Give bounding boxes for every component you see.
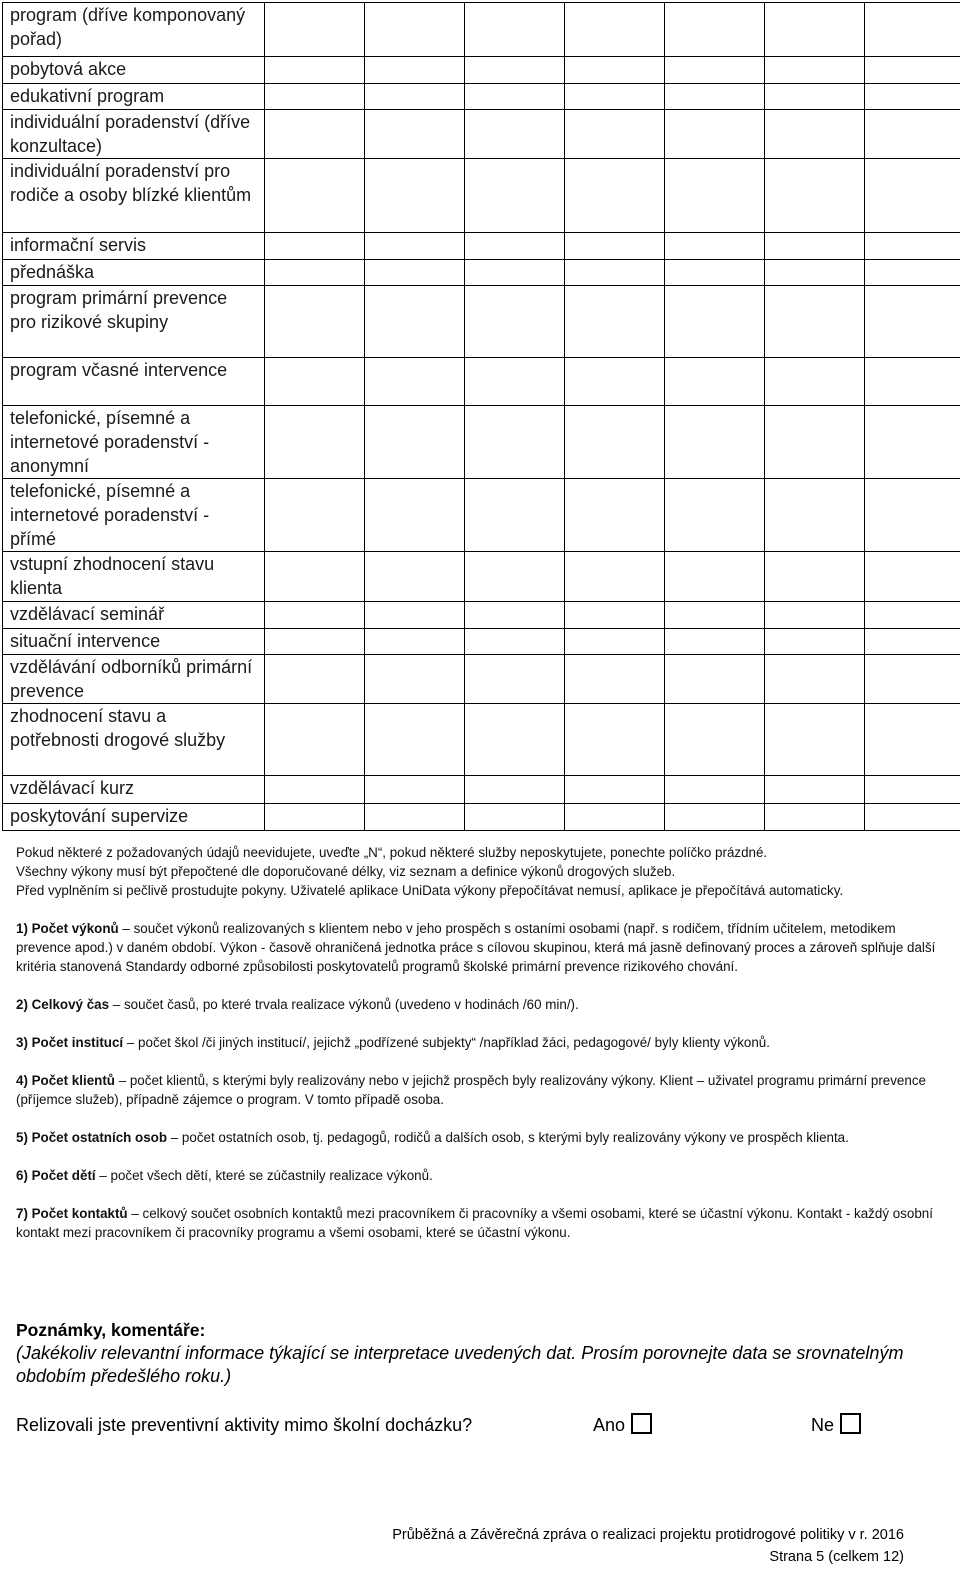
value-cell[interactable]: [265, 159, 365, 233]
row-label: pobytová akce: [3, 57, 265, 84]
value-cell[interactable]: [765, 233, 865, 260]
definition-text: – celkový součet osobních kontaktů mezi pracovníkem či pracovníky a všemi osobami, které se účastní výkonu. Kontakt - každý osobní kontakt mezi pracovníkem či pracovníky programu a všemi osobami, které se účastní výkonu.: [16, 1206, 933, 1240]
table-row: [3, 233, 960, 260]
footer-title: Průběžná a Závěrečná zpráva o realizaci projektu protidrogové politiky v r. 2016: [392, 1527, 904, 1543]
table-row: [3, 602, 960, 629]
value-cell[interactable]: [465, 159, 565, 233]
value-cell[interactable]: [565, 3, 665, 57]
value-cell[interactable]: [465, 479, 565, 552]
row-label: individuální poradenství (dříve konzultace): [3, 110, 265, 159]
value-cell[interactable]: [265, 57, 365, 84]
value-cell[interactable]: [765, 3, 865, 57]
value-cell[interactable]: [265, 655, 365, 704]
value-cell[interactable]: [765, 804, 865, 831]
value-cell[interactable]: [365, 358, 465, 406]
value-cell[interactable]: [665, 286, 765, 358]
table-row: [3, 804, 960, 831]
definition-text: – počet všech dětí, které se zúčastnily realizace výkonů.: [95, 1168, 433, 1183]
value-cell[interactable]: [765, 84, 865, 110]
row-label: informační servis: [3, 233, 265, 260]
value-cell[interactable]: [365, 406, 465, 479]
value-cell[interactable]: [665, 776, 765, 804]
option-yes-label: Ano: [593, 1415, 626, 1435]
value-cell[interactable]: [665, 602, 765, 629]
value-cell[interactable]: [465, 57, 565, 84]
value-cell[interactable]: [465, 776, 565, 804]
value-cell[interactable]: [565, 655, 665, 704]
instruction-intro-2: Všechny výkony musí být přepočtené dle doporučované délky, viz seznam a definice výkonů drogových služeb.: [16, 864, 676, 879]
row-label: vzdělávání odborníků primární prevence: [3, 655, 265, 704]
row-label: přednáška: [3, 260, 265, 286]
value-cell[interactable]: [565, 629, 665, 655]
value-cell[interactable]: [465, 552, 565, 602]
row-label: edukativní program: [3, 84, 265, 110]
definition-item: [16, 919, 940, 976]
value-cell[interactable]: [265, 260, 365, 286]
value-cell[interactable]: [665, 804, 765, 831]
value-cell[interactable]: [265, 84, 365, 110]
value-cell[interactable]: [765, 552, 865, 602]
services-table: [2, 2, 960, 831]
definition-text: – počet škol /či jiných institucí/, jejichž „podřízené subjekty“ /například žáci, pedagogové/ byly klienty výkonů.: [123, 1035, 770, 1050]
value-cell[interactable]: [465, 704, 565, 776]
value-cell[interactable]: [765, 159, 865, 233]
value-cell[interactable]: [565, 552, 665, 602]
value-cell[interactable]: [765, 110, 865, 159]
page-number: Strana 5 (celkem 12): [769, 1549, 904, 1565]
table-row: [3, 84, 960, 110]
value-cell[interactable]: [865, 57, 960, 84]
value-cell[interactable]: [665, 406, 765, 479]
value-cell[interactable]: [365, 552, 465, 602]
value-cell[interactable]: [365, 57, 465, 84]
value-cell[interactable]: [365, 602, 465, 629]
table-row: [3, 110, 960, 159]
value-cell[interactable]: [765, 704, 865, 776]
comments-hint: (Jakékoliv relevantní informace týkající se interpretace uvedených dat. Prosím porovnejte data se srovnatelným obdobím předešlého roku.): [16, 1343, 904, 1386]
value-cell[interactable]: [365, 159, 465, 233]
value-cell[interactable]: [865, 552, 960, 602]
value-cell[interactable]: [765, 776, 865, 804]
definition-item: [16, 995, 940, 1014]
page-footer: [392, 1524, 904, 1568]
definition-term: 6) Počet dětí: [16, 1168, 96, 1183]
row-label: vzdělávací seminář: [3, 602, 265, 629]
value-cell[interactable]: [765, 406, 865, 479]
value-cell[interactable]: [265, 552, 365, 602]
value-cell[interactable]: [465, 358, 565, 406]
value-cell[interactable]: [265, 602, 365, 629]
value-cell[interactable]: [465, 286, 565, 358]
row-label: zhodnocení stavu a potřebnosti drogové služby: [3, 704, 265, 776]
value-cell[interactable]: [465, 84, 565, 110]
value-cell[interactable]: [365, 84, 465, 110]
table-row: [3, 260, 960, 286]
value-cell[interactable]: [665, 358, 765, 406]
option-no-label: Ne: [811, 1415, 835, 1435]
value-cell[interactable]: [365, 629, 465, 655]
comments-title: Poznámky, komentáře:: [16, 1320, 206, 1340]
definition-text: – součet časů, po které trvala realizace výkonů (uvedeno v hodinách /60 min/).: [109, 997, 579, 1012]
value-cell[interactable]: [565, 406, 665, 479]
value-cell[interactable]: [765, 655, 865, 704]
definitions-list: [16, 919, 940, 1242]
definition-term: 4) Počet klientů: [16, 1073, 115, 1088]
value-cell[interactable]: [865, 629, 960, 655]
value-cell[interactable]: [565, 776, 665, 804]
instruction-intro-1: Pokud některé z požadovaných údajů neevidujete, uveďte „N“, pokud některé služby neposkytujete, ponechte políčko prázdné.: [16, 845, 768, 860]
table-row: [3, 704, 960, 776]
row-label: poskytování supervize: [3, 804, 265, 831]
value-cell[interactable]: [665, 704, 765, 776]
checkbox-yes[interactable]: [631, 1413, 652, 1434]
value-cell[interactable]: [465, 406, 565, 479]
definition-term: 1) Počet výkonů: [16, 921, 119, 936]
table-row: [3, 552, 960, 602]
definition-item: [16, 1071, 940, 1109]
value-cell[interactable]: [465, 602, 565, 629]
value-cell[interactable]: [865, 233, 960, 260]
value-cell[interactable]: [365, 110, 465, 159]
instructions: [16, 843, 940, 1242]
checkbox-no[interactable]: [840, 1413, 861, 1434]
definition-term: 3) Počet institucí: [16, 1035, 124, 1050]
definition-term: 2) Celkový čas: [16, 997, 110, 1012]
row-label: program včasné intervence: [3, 358, 265, 406]
value-cell[interactable]: [765, 629, 865, 655]
value-cell[interactable]: [565, 233, 665, 260]
table-row: [3, 406, 960, 479]
value-cell[interactable]: [265, 406, 365, 479]
definition-text: – počet klientů, s kterými byly realizovány nebo v jejichž prospěch byly realizovány výkony. Klient – uživatel programu primární prevence (příjemce služeb), případně zájemce o program. V tomto případě osoba.: [16, 1073, 926, 1107]
value-cell[interactable]: [565, 57, 665, 84]
value-cell[interactable]: [665, 260, 765, 286]
row-label: program primární prevence pro rizikové skupiny: [3, 286, 265, 358]
value-cell[interactable]: [765, 479, 865, 552]
table-row: [3, 57, 960, 84]
value-cell[interactable]: [365, 286, 465, 358]
value-cell[interactable]: [365, 804, 465, 831]
value-cell[interactable]: [465, 629, 565, 655]
value-cell[interactable]: [865, 3, 960, 57]
value-cell[interactable]: [265, 358, 365, 406]
row-label: vzdělávací kurz: [3, 776, 265, 804]
value-cell[interactable]: [365, 3, 465, 57]
row-label: program (dříve komponovaný pořad): [3, 3, 265, 57]
value-cell[interactable]: [265, 804, 365, 831]
value-cell[interactable]: [765, 358, 865, 406]
value-cell[interactable]: [765, 57, 865, 84]
value-cell[interactable]: [865, 84, 960, 110]
value-cell[interactable]: [765, 602, 865, 629]
definition-item: [16, 1033, 940, 1052]
value-cell[interactable]: [365, 655, 465, 704]
value-cell[interactable]: [265, 3, 365, 57]
value-cell[interactable]: [665, 655, 765, 704]
value-cell[interactable]: [865, 110, 960, 159]
row-label: telefonické, písemné a internetové poradenství - anonymní: [3, 406, 265, 479]
table-row: [3, 3, 960, 57]
value-cell[interactable]: [665, 57, 765, 84]
value-cell[interactable]: [265, 704, 365, 776]
value-cell[interactable]: [265, 286, 365, 358]
row-label: individuální poradenství pro rodiče a osoby blízké klientům: [3, 159, 265, 233]
value-cell[interactable]: [865, 655, 960, 704]
value-cell[interactable]: [565, 159, 665, 233]
table-row: [3, 776, 960, 804]
services-table-body: [3, 3, 960, 831]
value-cell[interactable]: [265, 629, 365, 655]
value-cell[interactable]: [565, 804, 665, 831]
value-cell[interactable]: [765, 260, 865, 286]
value-cell[interactable]: [565, 602, 665, 629]
value-cell[interactable]: [365, 479, 465, 552]
value-cell[interactable]: [665, 84, 765, 110]
option-yes[interactable]: [593, 1413, 652, 1437]
definition-item: [16, 1204, 940, 1242]
value-cell[interactable]: [665, 110, 765, 159]
value-cell[interactable]: [665, 159, 765, 233]
comments-section: [16, 1318, 936, 1388]
row-label: situační intervence: [3, 629, 265, 655]
value-cell[interactable]: [665, 629, 765, 655]
value-cell[interactable]: [865, 804, 960, 831]
table-row: [3, 629, 960, 655]
option-no[interactable]: [811, 1413, 861, 1437]
value-cell[interactable]: [865, 358, 960, 406]
definition-term: 5) Počet ostatních osob: [16, 1130, 168, 1145]
definition-item: [16, 1166, 940, 1185]
value-cell[interactable]: [665, 479, 765, 552]
value-cell[interactable]: [865, 286, 960, 358]
value-cell[interactable]: [465, 804, 565, 831]
definition-item: [16, 1128, 940, 1147]
value-cell[interactable]: [365, 260, 465, 286]
value-cell[interactable]: [365, 776, 465, 804]
value-cell[interactable]: [565, 286, 665, 358]
value-cell[interactable]: [365, 233, 465, 260]
value-cell[interactable]: [565, 260, 665, 286]
value-cell[interactable]: [865, 479, 960, 552]
definition-text: – počet ostatních osob, tj. pedagogů, rodičů a dalších osob, s kterými byly realizovány výkony ve prospěch klienta.: [167, 1130, 849, 1145]
value-cell[interactable]: [565, 358, 665, 406]
outside-school-question: [16, 1413, 936, 1439]
value-cell[interactable]: [265, 110, 365, 159]
row-label: telefonické, písemné a internetové poradenství - přímé: [3, 479, 265, 552]
table-row: [3, 479, 960, 552]
table-row: [3, 159, 960, 233]
value-cell[interactable]: [565, 84, 665, 110]
value-cell[interactable]: [465, 655, 565, 704]
value-cell[interactable]: [865, 406, 960, 479]
value-cell[interactable]: [865, 776, 960, 804]
value-cell[interactable]: [665, 233, 765, 260]
value-cell[interactable]: [265, 233, 365, 260]
table-row: [3, 358, 960, 406]
table-row: [3, 655, 960, 704]
value-cell[interactable]: [265, 479, 365, 552]
definition-text: – součet výkonů realizovaných s klientem nebo v jeho prospěch s ostaními osobami (např. s rodičem, třídním učitelem, metodikem prevence apod.) v daném období. Výkon - časově ohraničená jednotka práce s cílovou skupinou, která má jasně definovaný proces a zároveň splňuje další kritéria stanovená Standardy odborné způsobilosti poskytovatelů programů školské primární prevence rizikového chování.: [16, 921, 936, 974]
value-cell[interactable]: [865, 260, 960, 286]
value-cell[interactable]: [565, 110, 665, 159]
value-cell[interactable]: [865, 704, 960, 776]
value-cell[interactable]: [665, 552, 765, 602]
value-cell[interactable]: [465, 3, 565, 57]
value-cell[interactable]: [565, 479, 665, 552]
value-cell[interactable]: [665, 3, 765, 57]
value-cell[interactable]: [365, 704, 465, 776]
value-cell[interactable]: [265, 776, 365, 804]
table-row: [3, 286, 960, 358]
value-cell[interactable]: [565, 704, 665, 776]
value-cell[interactable]: [865, 159, 960, 233]
value-cell[interactable]: [765, 286, 865, 358]
definition-term: 7) Počet kontaktů: [16, 1206, 128, 1221]
value-cell[interactable]: [465, 110, 565, 159]
question-text: Relizovali jste preventivní aktivity mimo školní docházku?: [16, 1415, 473, 1435]
row-label: vstupní zhodnocení stavu klienta: [3, 552, 265, 602]
value-cell[interactable]: [465, 233, 565, 260]
instruction-intro-3: Před vyplněním si pečlivě prostudujte pokyny. Uživatelé aplikace UniData výkony přepočítávat nemusí, aplikace je přepočítává automaticky.: [16, 883, 844, 898]
value-cell[interactable]: [865, 602, 960, 629]
value-cell[interactable]: [465, 260, 565, 286]
